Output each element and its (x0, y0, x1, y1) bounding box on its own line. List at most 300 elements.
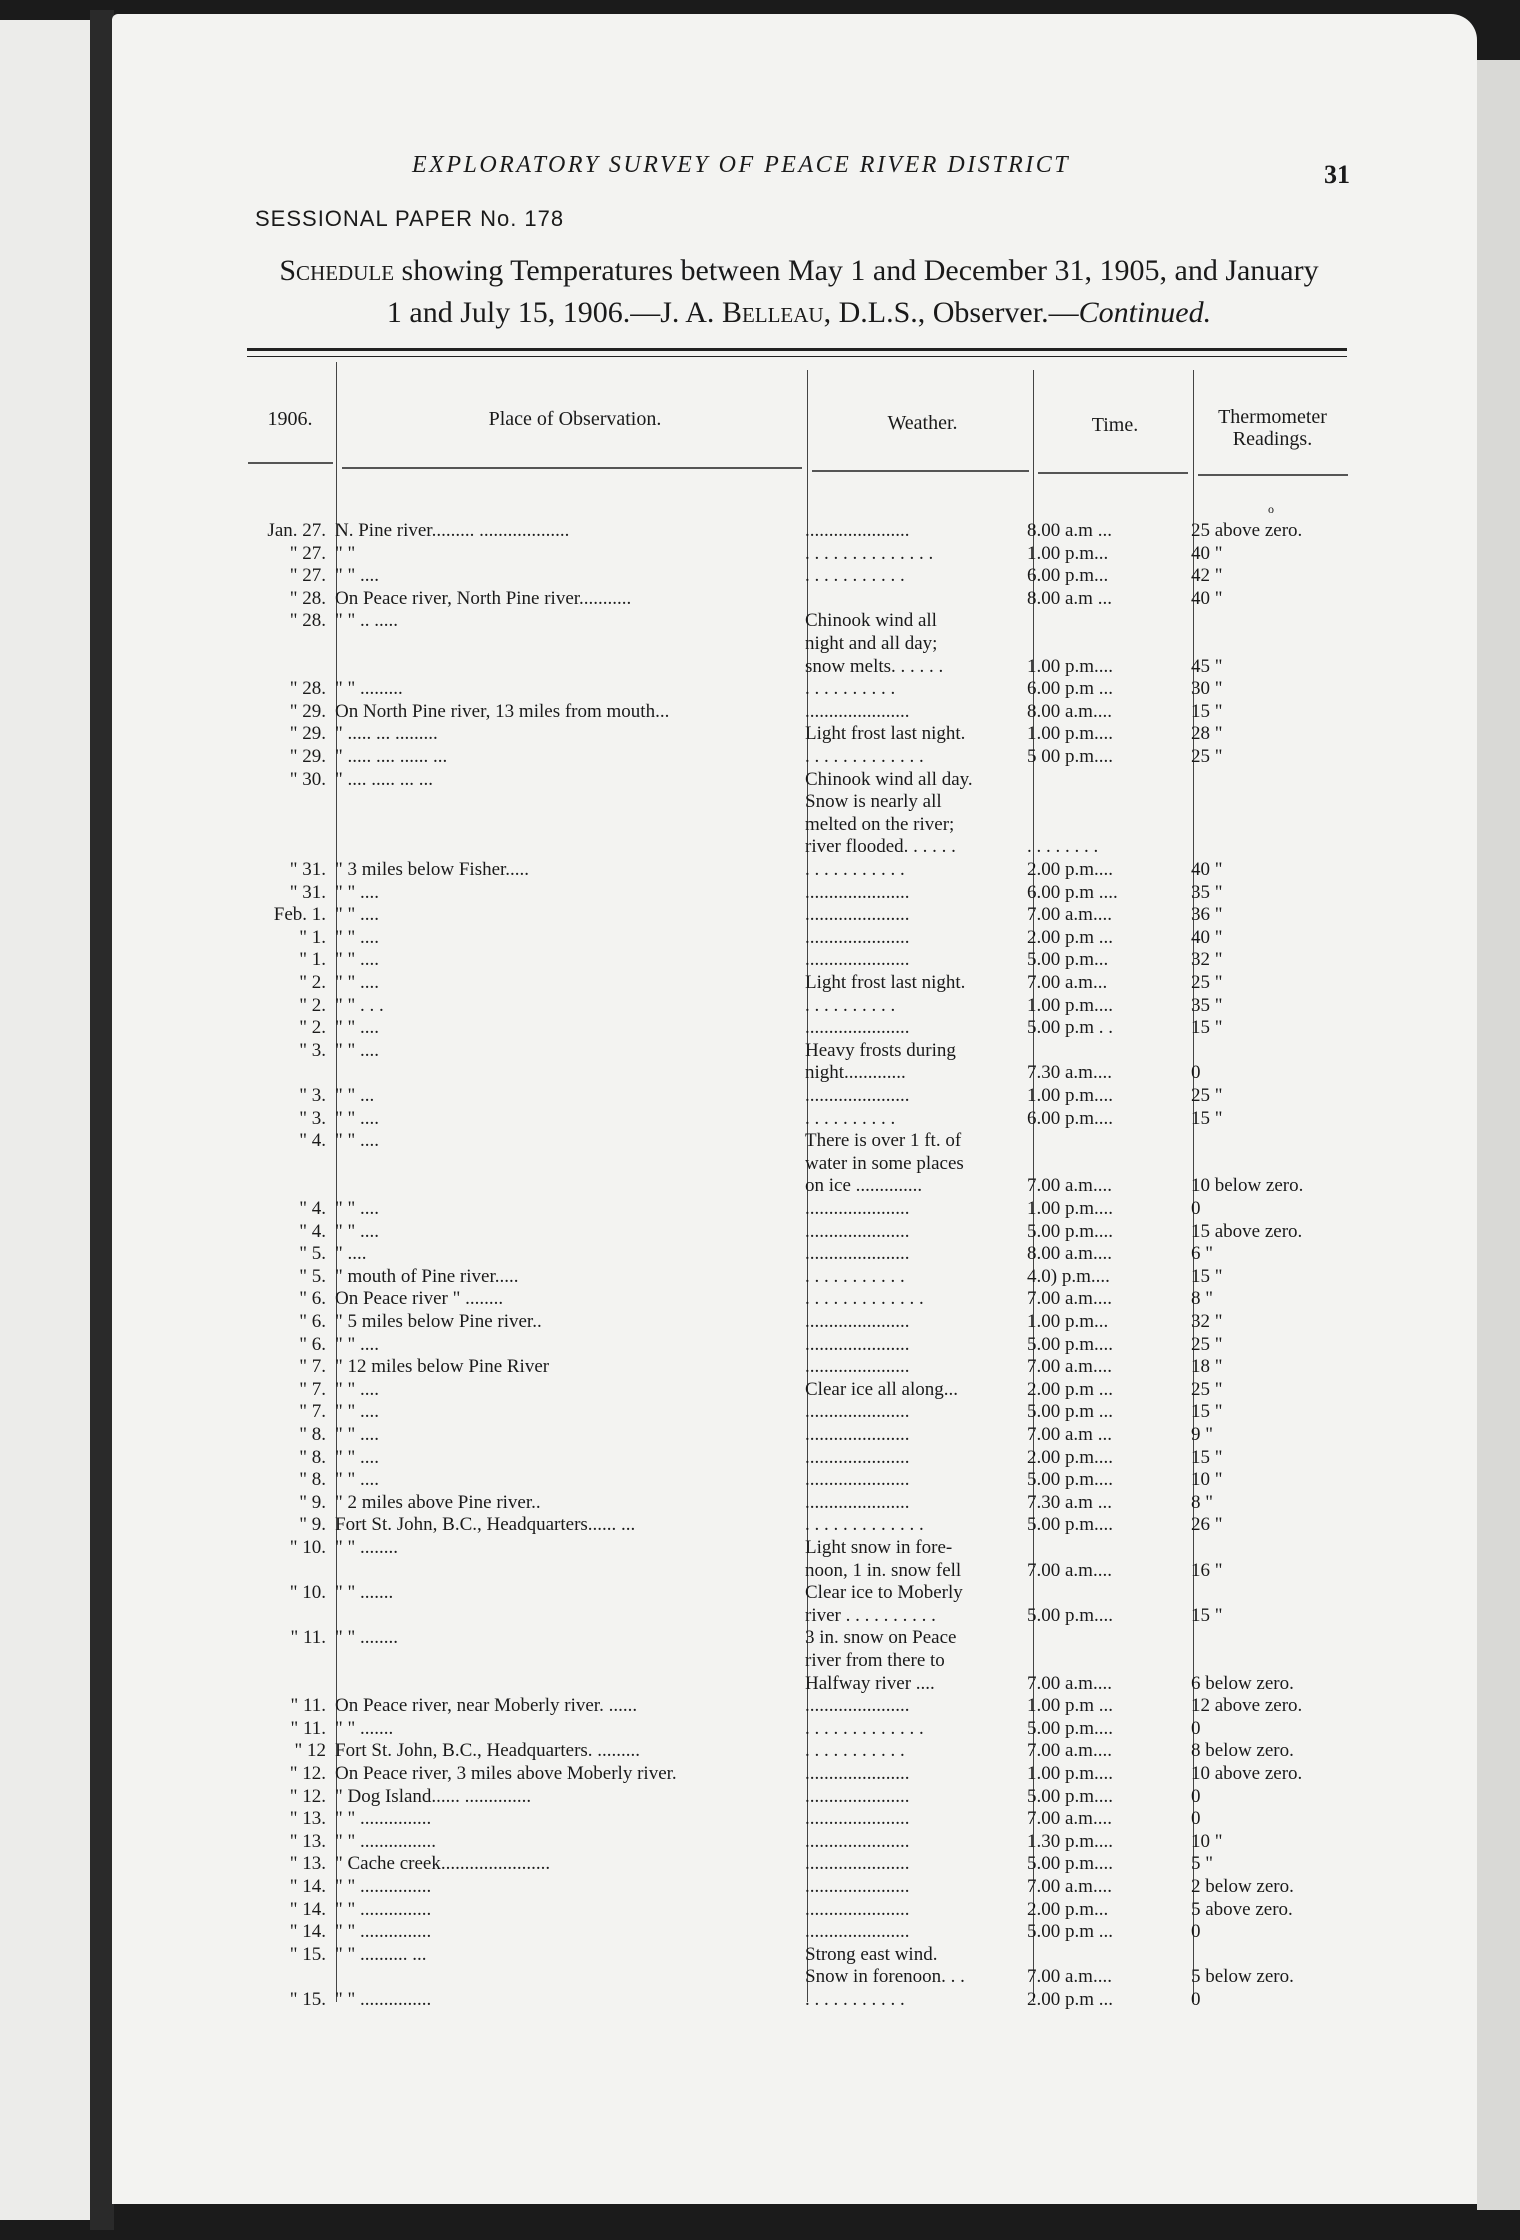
temperature-cell: 25 above zero. (1191, 520, 1303, 541)
date-cell: " 11. (290, 1717, 326, 1739)
observer-name: Belleau (721, 296, 824, 329)
page-edge-shadow (1477, 60, 1520, 2210)
weather-cell: Halfway river .... (805, 1672, 935, 1694)
weather-cell: Light snow in fore- (805, 1537, 953, 1558)
place-cell: " " ........ (335, 1627, 399, 1649)
weather-cell: . . . . . . . . . . . (805, 565, 905, 587)
date-cell: " 15. (289, 1943, 326, 1965)
weather-cell: . . . . . . . . . . (805, 1107, 896, 1129)
table-row (240, 656, 1360, 678)
table-row (240, 1266, 1360, 1288)
table-row (240, 1808, 1360, 1830)
continued-label: Continued. (1078, 296, 1212, 329)
date-cell: Jan. 27. (267, 520, 326, 541)
date-cell: " 4. (299, 1130, 326, 1152)
temperature-cell: 0 (1191, 1989, 1201, 2010)
weather-cell: Heavy frosts during (805, 1039, 956, 1061)
schedule-title (244, 250, 1354, 334)
table-row (240, 1876, 1360, 1898)
date-cell: " 2. (299, 972, 326, 993)
header-time: Time. (1091, 414, 1139, 436)
weather-cell: water in some places (805, 1152, 964, 1174)
table-row (240, 520, 1360, 542)
date-cell: " 15. (289, 1989, 326, 2010)
weather-cell: ...................... (805, 1333, 910, 1355)
weather-cell: ...................... (805, 1808, 910, 1830)
temperature-cell: 16 " (1191, 1559, 1223, 1581)
table-row (240, 1334, 1360, 1356)
time-cell: 5.00 p.m.... (1027, 1853, 1114, 1875)
weather-cell: ...................... (805, 1220, 910, 1242)
weather-cell: . . . . . . . . . . . . . (805, 1288, 924, 1310)
table-row (240, 1175, 1360, 1197)
time-cell: 7.00 a.m.... (1027, 1808, 1112, 1830)
date-cell: " 31. (289, 859, 326, 880)
table-row (240, 1718, 1360, 1740)
time-cell: 4.0) p.m.... (1027, 1265, 1110, 1287)
header-underline (812, 470, 1029, 472)
place-cell: " " .... (335, 1333, 380, 1355)
temperature-cell: 40 " (1191, 926, 1223, 948)
time-cell: 7.00 a.m.... (1027, 1559, 1112, 1581)
weather-cell: ...................... (805, 520, 910, 541)
table-row (240, 882, 1360, 904)
date-cell: " 11. (290, 1627, 326, 1649)
temperature-cell: 32 " (1191, 1311, 1223, 1332)
date-cell: " 7. (299, 1401, 326, 1423)
date-cell: " 4. (299, 1220, 326, 1242)
table-row (240, 1989, 1360, 2011)
time-cell: 7.00 a.m... (1027, 972, 1108, 993)
table-row (240, 1108, 1360, 1130)
weather-cell: ...................... (805, 1085, 910, 1106)
weather-cell: noon, 1 in. snow fell (805, 1559, 962, 1581)
time-cell: . . . . . . . . (1027, 836, 1099, 858)
place-cell: " Dog Island...... .............. (335, 1785, 532, 1807)
temperature-cell: 25 " (1191, 1085, 1223, 1106)
temperature-cell: 15 above zero. (1191, 1220, 1303, 1242)
sessional-paper-label: SESSIONAL PAPER No. 178 (255, 206, 565, 231)
date-cell: " 28. (289, 610, 326, 632)
date-cell: " 10. (289, 1582, 326, 1604)
time-cell: 5.00 p.m.... (1027, 1469, 1114, 1491)
place-cell: " " .......... ... (335, 1943, 427, 1965)
weather-cell: ...................... (805, 1876, 910, 1897)
place-cell: " " .... (335, 949, 380, 971)
temperature-cell: 45 " (1191, 655, 1223, 677)
table-row (240, 927, 1360, 949)
weather-cell: Snow in forenoon. . . (805, 1966, 965, 1988)
time-cell: 7.00 a.m.... (1027, 1356, 1112, 1378)
date-cell: " 9. (299, 1514, 326, 1536)
temperature-cell: 25 " (1191, 972, 1223, 993)
date-cell: " 12. (289, 1785, 326, 1807)
weather-cell: Clear ice to Moberly (805, 1582, 963, 1604)
time-cell: 6.00 p.m ... (1027, 678, 1114, 700)
time-cell: 1.00 p.m.... (1027, 1085, 1114, 1106)
date-cell: " 5. (299, 1265, 326, 1287)
time-cell: 7.00 a.m.... (1027, 1876, 1112, 1897)
time-cell: 8.00 a.m.... (1027, 1243, 1112, 1265)
temperature-cell: 2 below zero. (1191, 1876, 1294, 1897)
table-row (240, 1221, 1360, 1243)
weather-cell: Light frost last night. (805, 723, 966, 745)
place-cell: " " .... (335, 1446, 380, 1468)
table-row (240, 1401, 1360, 1423)
temperature-cell: 15 " (1191, 1107, 1223, 1129)
place-cell: " 2 miles above Pine river.. (335, 1491, 541, 1513)
table-row (240, 1379, 1360, 1401)
place-cell: " " .... (335, 1220, 380, 1242)
place-cell: " " ................ (335, 1830, 437, 1852)
table-row (240, 995, 1360, 1017)
table-row (240, 633, 1360, 655)
table-row (240, 1130, 1360, 1152)
weather-cell: ...................... (805, 881, 910, 903)
time-cell: 1.30 p.m.... (1027, 1830, 1114, 1852)
table-row (240, 723, 1360, 745)
weather-cell: . . . . . . . . . . (805, 678, 896, 700)
weather-cell: ...................... (805, 1469, 910, 1491)
weather-cell: ...................... (805, 926, 910, 948)
time-cell: 1.00 p.m.... (1027, 1198, 1114, 1219)
date-cell: " 3. (299, 1085, 326, 1106)
time-cell: 1.00 p.m.... (1027, 655, 1114, 677)
table-row (240, 1243, 1360, 1265)
place-cell: On Peace river, near Moberly river. ...... (335, 1695, 638, 1717)
temperature-cell: 5 " (1191, 1853, 1214, 1875)
time-cell: 5.00 p.m... (1027, 949, 1109, 971)
weather-cell: river from there to (805, 1650, 945, 1671)
weather-cell: ...................... (805, 1763, 910, 1784)
date-cell: " 7. (299, 1356, 326, 1378)
degree-symbol: o (1268, 502, 1274, 516)
time-cell: 5.00 p.m.... (1027, 1785, 1114, 1807)
temperature-cell: 5 below zero. (1191, 1966, 1294, 1988)
place-cell: " ..... .... ...... ... (335, 746, 448, 767)
weather-cell: Clear ice all along... (805, 1378, 958, 1400)
weather-cell: ...................... (805, 1921, 910, 1943)
place-cell: " " .... (335, 904, 380, 926)
table-row (240, 1153, 1360, 1175)
table-row (240, 1085, 1360, 1107)
place-cell: " .... (335, 1243, 367, 1265)
place-cell: " " .... (335, 972, 380, 993)
header-underline (1198, 474, 1348, 476)
temperature-cell: 9 " (1191, 1424, 1214, 1445)
title-line2-b: , D.L.S., Observer.— (823, 296, 1079, 329)
place-cell: " " ....... (335, 1717, 394, 1739)
date-cell: " 6. (299, 1333, 326, 1355)
date-cell: " 3. (299, 1039, 326, 1061)
temperature-cell: 15 " (1191, 1446, 1223, 1468)
table-row (240, 610, 1360, 632)
time-cell: 2.00 p.m ... (1027, 926, 1114, 948)
place-cell: " " .... (335, 1198, 380, 1219)
place-cell: " 12 miles below Pine River (335, 1356, 550, 1378)
place-cell: " " .... (335, 1107, 380, 1129)
temperature-cell: 6 " (1191, 1243, 1214, 1265)
table-row (240, 678, 1360, 700)
date-cell: " 29. (289, 723, 326, 745)
date-cell: " 13. (289, 1830, 326, 1852)
time-cell: 2.00 p.m ... (1027, 1378, 1114, 1400)
date-cell: " 14. (289, 1898, 326, 1920)
place-cell: " " ... (335, 1085, 375, 1106)
weather-cell: ...................... (805, 1446, 910, 1468)
time-cell: 1.00 p.m ... (1027, 1695, 1114, 1717)
table-row (240, 1537, 1360, 1559)
temperature-cell: 40 " (1191, 587, 1223, 609)
temperature-cell: 0 (1191, 1062, 1201, 1084)
temperature-cell: 10 below zero. (1191, 1175, 1304, 1197)
table-row (240, 1786, 1360, 1808)
weather-cell: Chinook wind all day. (805, 768, 973, 790)
table-row (240, 1650, 1360, 1672)
date-cell: " 29. (289, 746, 326, 767)
table-row (240, 1605, 1360, 1627)
place-cell: " " ......... (335, 678, 403, 700)
table-row (240, 1062, 1360, 1084)
table-row (240, 836, 1360, 858)
place-cell: " 3 miles below Fisher..... (335, 859, 530, 880)
temperature-cell: 15 " (1191, 1017, 1223, 1039)
place-cell: " " .... (335, 565, 380, 587)
table-row (240, 543, 1360, 565)
temperature-cell: 26 " (1191, 1514, 1223, 1536)
table-row (240, 1040, 1360, 1062)
time-cell: 5.00 p.m ... (1027, 1401, 1114, 1423)
temperature-cell: 30 " (1191, 678, 1223, 700)
table-row (240, 1492, 1360, 1514)
place-cell: " " ............... (335, 1876, 432, 1897)
temperature-cell: 40 " (1191, 542, 1223, 564)
date-cell: " 13. (289, 1853, 326, 1875)
place-cell: " " .... (335, 1039, 380, 1061)
temperature-cell: 0 (1191, 1808, 1201, 1830)
date-cell: " 4. (299, 1198, 326, 1219)
weather-cell: . . . . . . . . . . . . . . (805, 542, 934, 564)
weather-cell: Strong east wind. (805, 1943, 938, 1965)
date-cell: " 3. (299, 1107, 326, 1129)
weather-cell: night and all day; (805, 633, 938, 654)
table-row (240, 1673, 1360, 1695)
table-row (240, 1582, 1360, 1604)
time-cell: 7.00 a.m ... (1027, 1424, 1112, 1445)
date-cell: " 29. (289, 700, 326, 722)
time-cell: 6.00 p.m... (1027, 565, 1109, 587)
date-cell: " 12 (294, 1740, 326, 1762)
top-double-rule (247, 348, 1347, 351)
place-cell: N. Pine river......... ................... (335, 520, 570, 541)
weather-cell: . . . . . . . . . . (805, 994, 896, 1016)
title-line2-a: 1 and July 15, 1906.—J. A. (386, 296, 722, 329)
date-cell: " 28. (289, 678, 326, 700)
weather-cell: ...................... (805, 1898, 910, 1920)
place-cell: " " .... (335, 1017, 380, 1039)
place-cell: " " . . . (335, 994, 384, 1016)
weather-cell: ...................... (805, 1491, 910, 1513)
temperature-cell: 8 below zero. (1191, 1740, 1294, 1762)
header-weather: Weather. (887, 412, 958, 434)
place-cell: " " ............... (335, 1898, 432, 1920)
table-row (240, 1831, 1360, 1853)
time-cell: 8.00 a.m.... (1027, 700, 1112, 722)
time-cell: 7.00 a.m.... (1027, 1672, 1112, 1694)
title-line1: showing Temperatures between May 1 and December 31, 1905, and January (394, 254, 1319, 287)
weather-cell: . . . . . . . . . . . (805, 1740, 905, 1762)
time-cell: 8.00 a.m ... (1027, 520, 1112, 541)
time-cell: 2.00 p.m.... (1027, 859, 1114, 880)
weather-cell: river flooded. . . . . . (805, 836, 956, 858)
place-cell: " " .... (335, 1378, 380, 1400)
place-cell: " .... ..... ... ... (335, 768, 434, 790)
table-row (240, 1966, 1360, 1988)
weather-cell: ...................... (805, 904, 910, 926)
date-cell: " 5. (299, 1243, 326, 1265)
weather-cell: ...................... (805, 1424, 910, 1445)
header-thermometer-line2: Readings. (1232, 428, 1313, 450)
header-place: Place of Observation. (488, 408, 662, 430)
place-cell: On Peace river, North Pine river........... (335, 587, 632, 609)
header-underline (248, 462, 333, 464)
temperature-cell: 25 " (1191, 1333, 1223, 1355)
date-cell: " 30. (289, 768, 326, 790)
table-row (240, 1763, 1360, 1785)
time-cell: 5.00 p.m ... (1027, 1921, 1114, 1943)
place-cell: " " ............... (335, 1989, 432, 2010)
weather-cell: ...................... (805, 1198, 910, 1219)
time-cell: 6.00 p.m.... (1027, 1107, 1114, 1129)
time-cell: 5.00 p.m.... (1027, 1604, 1114, 1626)
temperature-cell: 10 " (1191, 1830, 1223, 1852)
time-cell: 7.00 a.m.... (1027, 1175, 1112, 1197)
place-cell: Fort St. John, B.C., Headquarters. ......... (335, 1740, 641, 1762)
weather-cell: on ice .............. (805, 1175, 923, 1197)
weather-cell: ...................... (805, 1356, 910, 1378)
temperature-cell: 35 " (1191, 881, 1223, 903)
table-row (240, 791, 1360, 813)
temperature-cell: 0 (1191, 1717, 1201, 1739)
date-cell: " 2. (299, 1017, 326, 1039)
place-cell: " ..... ... ......... (335, 723, 438, 745)
temperature-cell: 40 " (1191, 859, 1223, 880)
time-cell: 7.30 a.m ... (1027, 1491, 1112, 1513)
time-cell: 5.00 p.m.... (1027, 1333, 1114, 1355)
header-year: 1906. (267, 408, 313, 430)
table-row (240, 859, 1360, 881)
weather-cell: . . . . . . . . . . . . . (805, 1717, 924, 1739)
weather-cell: 3 in. snow on Peace (805, 1627, 957, 1649)
table-row (240, 769, 1360, 791)
table-row (240, 746, 1360, 768)
header-thermometer-line1: Thermometer (1218, 406, 1327, 428)
place-cell: " " .... (335, 926, 380, 948)
place-cell: On North Pine river, 13 miles from mouth... (335, 700, 670, 722)
table-row (240, 949, 1360, 971)
date-cell: " 14. (289, 1876, 326, 1897)
table-row (240, 1017, 1360, 1039)
place-cell: On Peace river " ........ (335, 1288, 504, 1310)
place-cell: Fort St. John, B.C., Headquarters...... ... (335, 1514, 636, 1536)
table-row (240, 1288, 1360, 1310)
place-cell: " " .... (335, 1469, 380, 1491)
table-row (240, 1469, 1360, 1491)
weather-cell: ...................... (805, 1853, 910, 1875)
time-cell: 2.00 p.m.... (1027, 1446, 1114, 1468)
place-cell: " " ............... (335, 1808, 432, 1830)
schedule-word: Schedule (279, 254, 395, 287)
time-cell: 8.00 a.m ... (1027, 587, 1112, 609)
place-cell: " " .... (335, 1424, 380, 1445)
header-underline (342, 467, 802, 469)
date-cell: " 8. (299, 1424, 326, 1445)
temperature-cell: 15 " (1191, 1401, 1223, 1423)
table-row (240, 1311, 1360, 1333)
date-cell: " 27. (289, 542, 326, 564)
date-cell: " 6. (299, 1288, 326, 1310)
place-cell: " mouth of Pine river..... (335, 1265, 519, 1287)
time-cell: 6.00 p.m .... (1027, 881, 1118, 903)
date-cell: Feb. 1. (273, 904, 326, 926)
time-cell: 7.30 a.m.... (1027, 1062, 1112, 1084)
weather-cell: ...................... (805, 1401, 910, 1423)
weather-cell: ...................... (805, 1017, 910, 1039)
weather-cell: ...................... (805, 700, 910, 722)
table-row (240, 1740, 1360, 1762)
weather-cell: ...................... (805, 1830, 910, 1852)
temperature-cell: 6 below zero. (1191, 1672, 1294, 1694)
place-cell: " " .... (335, 881, 380, 903)
date-cell: " 13. (289, 1808, 326, 1830)
table-row (240, 1356, 1360, 1378)
weather-cell: ...................... (805, 1695, 910, 1717)
temperature-cell: 5 above zero. (1191, 1898, 1293, 1920)
date-cell: " 9. (299, 1491, 326, 1513)
temperature-cell: 0 (1191, 1785, 1201, 1807)
date-cell: " 6. (299, 1311, 326, 1332)
weather-cell: melted on the river; (805, 813, 955, 835)
time-cell: 5.00 p.m.... (1027, 1514, 1114, 1536)
table-row (240, 972, 1360, 994)
temperature-cell: 8 " (1191, 1288, 1214, 1310)
place-cell: " " (335, 542, 356, 564)
running-head: EXPLORATORY SURVEY OF PEACE RIVER DISTRICT (412, 152, 1071, 178)
date-cell: " 2. (299, 994, 326, 1016)
table-row (240, 904, 1360, 926)
date-cell: " 14. (289, 1921, 326, 1943)
date-cell: " 31. (289, 881, 326, 903)
time-cell: 1.00 p.m... (1027, 542, 1109, 564)
table-row (240, 1695, 1360, 1717)
date-cell: " 10. (289, 1537, 326, 1558)
time-cell: 2.00 p.m... (1027, 1898, 1109, 1920)
temperature-cell: 42 " (1191, 565, 1223, 587)
table-row (240, 814, 1360, 836)
weather-cell: . . . . . . . . . . . . . (805, 1514, 924, 1536)
weather-cell: ...................... (805, 1243, 910, 1265)
temperature-cell: 8 " (1191, 1491, 1214, 1513)
date-cell: " 12. (289, 1763, 326, 1784)
temperature-cell: 0 (1191, 1198, 1201, 1219)
temperature-cell: 15 " (1191, 1265, 1223, 1287)
place-cell: " " ........ (335, 1537, 399, 1558)
weather-cell: There is over 1 ft. of (805, 1130, 962, 1152)
weather-cell: night............. (805, 1062, 906, 1084)
table-row (240, 1627, 1360, 1649)
top-double-rule-thin (247, 356, 1347, 357)
weather-cell: . . . . . . . . . . . (805, 1265, 905, 1287)
